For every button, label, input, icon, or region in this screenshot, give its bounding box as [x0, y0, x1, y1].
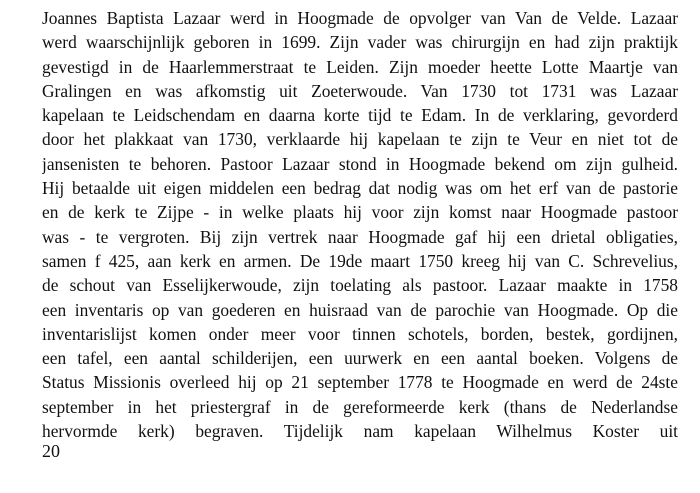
text-line-1: Joannes Baptista Lazaar werd in Hoogmade de opvolger van Van de Velde. Lazaar [42, 8, 678, 28]
text-line-12: de schout van Esselijkerwoude, zijn toelating als pastoor. Lazaar maakte in 1758 [42, 275, 678, 296]
text-line-16: Status Missionis overleed hij op 21 september 1778 te Hoogmade en werd de 24ste [42, 372, 678, 393]
text-line-10: was - te vergroten. Bij zijn vertrek naar Hoogmade gaf hij een drietal obligaties, [42, 226, 678, 247]
text-line-7: jansenisten te behoren. Pastoor Lazaar stond in Hoogmade bekend om zijn gulheid. [42, 153, 678, 174]
text-line-9: en de kerk te Zijpe - in welke plaats hij voor zijn komst naar Hoogmade pastoor [42, 202, 678, 223]
text-line-18: hervormde kerk) begraven. Tijdelijk nam kapelaan Wilhelmus Koster uit [42, 421, 678, 442]
page-number: 20 [42, 441, 60, 461]
text-line-3: gevestigd in de Haarlemmerstraat te Leiden. Zijn moeder heette Lotte Maartje van [42, 56, 678, 77]
text-line-14: inventarislijst komen onder meer voor tinnen schotels, borden, bestek, gordijnen, [42, 323, 678, 344]
body-paragraph [42, 6, 678, 443]
text-line-6: door het plakkaat van 1730, verklaarde hij kapelaan te zijn te Veur en niet tot de [42, 129, 678, 150]
text-line-5: kapelaan te Leidschendam en daarna korte tijd te Edam. In de verklaring, gevorderd [42, 105, 678, 126]
text-line-13: een inventaris op van goederen en huisraad van de parochie van Hoogmade. Op die [42, 299, 678, 320]
text-line-15: een tafel, een aantal schilderijen, een uurwerk en een aantal boeken. Volgens de [42, 348, 678, 369]
text-line-11: samen f 425, aan kerk en armen. De 19de maart 1750 kreeg hij van C. Schrevelius, [42, 250, 678, 271]
text-line-2: werd waarschijnlijk geboren in 1699. Zijn vader was chirurgijn en had zijn praktijk [42, 32, 678, 53]
text-line-8: Hij betaalde uit eigen middelen een bedrag dat nodig was om het erf van de pastorie [42, 178, 678, 199]
text-line-4: Gralingen en was afkomstig uit Zoeterwoude. Van 1730 tot 1731 was Lazaar [42, 80, 678, 101]
text-line-17: september in het priestergraf in de gereformeerde kerk (thans de Nederlandse [42, 396, 678, 417]
